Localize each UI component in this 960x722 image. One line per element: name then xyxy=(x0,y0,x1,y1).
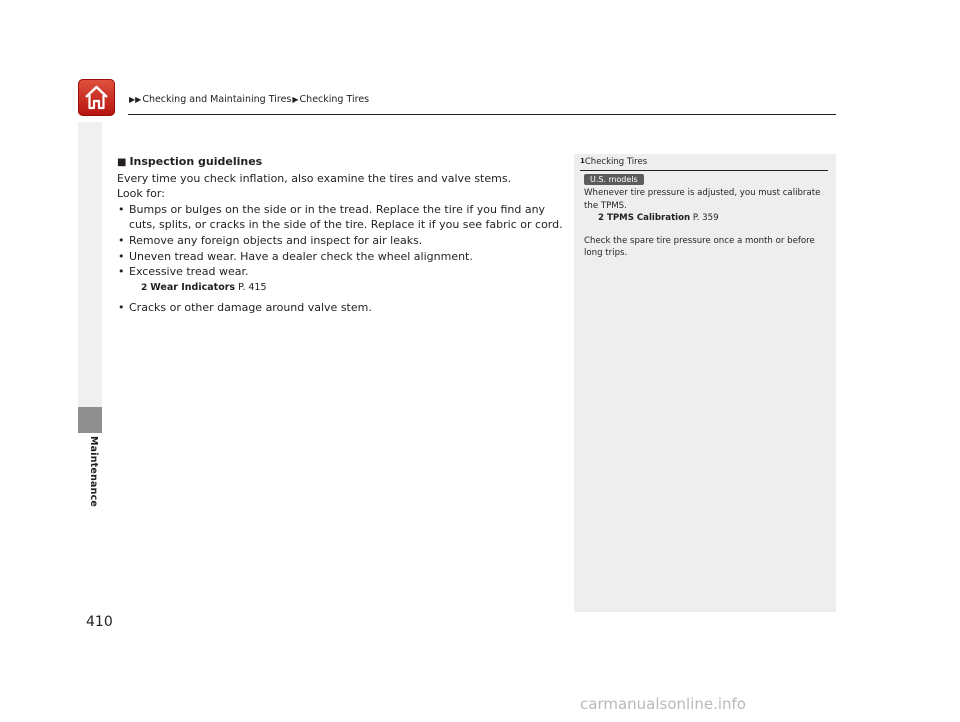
list-item: • Bumps or bulges on the side or in the tread. Replace the tire if you find any cuts, splits, or cracks in the side of the tire. Replace it if you see fabric or cord. xyxy=(117,202,563,233)
intro-text: Every time you check inflation, also examine the tires and valve stems. xyxy=(117,171,512,185)
list-item: • Cracks or other damage around valve stem. xyxy=(117,300,563,316)
sidebar-text-1: Whenever tire pressure is adjusted, you must calibrate the TPMS. xyxy=(584,188,821,211)
inspection-list-cont xyxy=(117,300,563,316)
look-for-text: Look for: xyxy=(117,187,165,201)
list-item: • Excessive tread wear. xyxy=(117,264,563,280)
tpms-calibration-link[interactable]: 2 TPMS Calibration P. 359 xyxy=(598,213,719,223)
page-number: 410 xyxy=(86,614,113,630)
sidebar-text xyxy=(584,187,834,260)
breadcrumb-arrow-icon: ▶▶ xyxy=(129,95,142,104)
reference-arrow-icon: 2 xyxy=(598,213,604,223)
square-bullet-icon: ■ xyxy=(117,157,127,168)
sidebar-title: $^1$Checking Tires xyxy=(580,157,648,167)
sidebar-text-2: Check the spare tire pressure once a month or before long trips. xyxy=(584,235,815,258)
watermark: carmanualsonline.info xyxy=(580,695,746,713)
section-heading: ■ Inspection guidelines xyxy=(117,155,263,168)
sidebar-divider xyxy=(580,170,828,171)
inspection-list xyxy=(117,202,563,280)
header-divider xyxy=(128,114,836,115)
side-tab-track xyxy=(78,122,102,407)
side-tab-label: Maintenance xyxy=(88,436,99,508)
breadcrumb-item-section[interactable]: Checking and Maintaining Tires xyxy=(142,94,292,105)
side-tab-marker[interactable] xyxy=(78,407,102,433)
home-button[interactable] xyxy=(78,79,115,116)
main-content xyxy=(117,154,563,315)
list-item: • Remove any foreign objects and inspect for air leaks. xyxy=(117,233,563,249)
breadcrumb-item-page[interactable]: Checking Tires xyxy=(299,94,370,105)
reference-arrow-icon: 2 xyxy=(141,282,148,293)
breadcrumb xyxy=(128,94,369,105)
breadcrumb-arrow-icon: ▶ xyxy=(292,95,299,104)
home-icon xyxy=(83,84,110,111)
wear-indicators-link[interactable]: 2 Wear Indicators P. 415 xyxy=(141,281,267,293)
us-models-badge: U.S. models xyxy=(584,174,644,185)
list-item: • Uneven tread wear. Have a dealer check the wheel alignment. xyxy=(117,249,563,265)
